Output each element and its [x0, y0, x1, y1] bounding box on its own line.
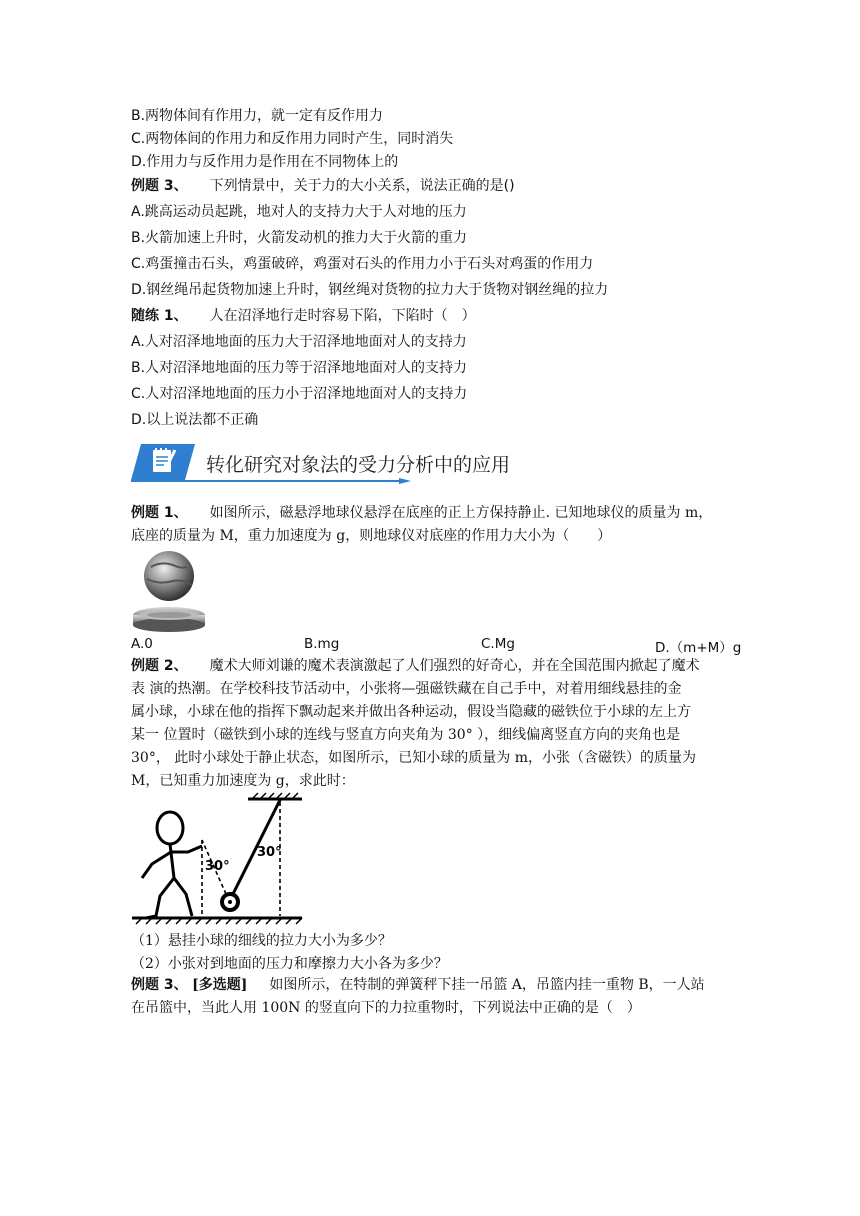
q1-stem-1: 如图所示，磁悬浮地球仪悬浮在底座的正上方保持静止. 已知地球仪的质量为 m， — [209, 505, 713, 521]
section-title: 转化研究对象法的受力分析中的应用 — [206, 454, 511, 476]
option-c-line: C.两物体间的作用力和反作用力同时产生，同时消失 — [131, 131, 454, 147]
q2-line6: M，已知重力加速度为 g，求此时： — [131, 773, 355, 789]
example3-question — [131, 177, 515, 195]
q1-label: 例题 1、 — [131, 505, 188, 521]
practice1-stem: 人在沼泽地行走时容易下陷，下陷时（ ） — [209, 308, 476, 324]
q3-tag: [多选题] — [192, 977, 248, 993]
practice1-question — [131, 307, 476, 325]
q3-stem-1: 如图所示，在特制的弹簧秤下挂一吊篮 A，吊篮内挂一重物 B，一人站 — [269, 977, 705, 993]
q1-option-c: C.Mg — [481, 636, 515, 652]
q3-label: 例题 3、 — [131, 977, 188, 993]
option-d-line: D.作用力与反作用力是作用在不同物体上的 — [131, 154, 399, 170]
q2-sub1: （1）悬挂小球的细线的拉力大小为多少？ — [131, 933, 392, 949]
practice1-option-c: C.人对沼泽地地面的压力小于沼泽地地面对人的支持力 — [131, 386, 468, 402]
angle-label-magnet: 30° — [205, 859, 230, 874]
magician-pendulum-figure — [130, 790, 310, 926]
q2-line1 — [131, 657, 700, 675]
q2-label: 例题 2、 — [131, 658, 188, 674]
q3-line1 — [131, 976, 705, 994]
q2-line4: 某一 位置时（磁铁到小球的连线与竖直方向夹角为 30° ），细线偏离竖直方向的夹角也是 — [131, 727, 681, 743]
q1-line2: 底座的质量为 M，重力加速度为 g，则地球仪对底座的作用力大小为（ ） — [131, 528, 612, 544]
q1-option-a: A.0 — [131, 636, 153, 652]
example3-option-b: B.火箭加速上升时，火箭发动机的推力大于火箭的重力 — [131, 230, 468, 246]
q3-line2: 在吊篮中，当此人用 100N 的竖直向下的力拉重物时，下列说法中正确的是（ ） — [131, 1000, 641, 1016]
q2-line2: 表 演的热潮。在学校科技节活动中，小张将—强磁铁藏在自己手中，对着用细线悬挂的金 — [131, 681, 682, 697]
maglev-globe-figure — [131, 549, 211, 633]
example3-option-a: A.跳高运动员起跳，地对人的支持力大于人对地的压力 — [131, 204, 467, 220]
example3-stem: 下列情景中，关于力的大小关系，说法正确的是() — [209, 178, 515, 194]
practice1-label: 随练 1、 — [131, 308, 188, 324]
angle-label-thread: 30° — [257, 845, 282, 860]
section-underline — [131, 478, 411, 484]
q1-option-d: D.（m+M）g — [655, 640, 742, 656]
practice1-option-b: B.人对沼泽地地面的压力等于沼泽地地面对人的支持力 — [131, 360, 468, 376]
example3-option-d: D.钢丝绳吊起货物加速上升时，钢丝绳对货物的拉力大于货物对钢丝绳的拉力 — [131, 282, 609, 298]
practice1-option-d: D.以上说法都不正确 — [131, 412, 259, 428]
example3-option-c: C.鸡蛋撞击石头，鸡蛋破碎，鸡蛋对石头的作用力小于石头对鸡蛋的作用力 — [131, 256, 594, 272]
q2-stem-1: 魔术大师刘谦的魔术表演激起了人们强烈的好奇心，并在全国范围内掀起了魔术 — [209, 658, 700, 674]
q1-option-b: B.mg — [304, 636, 340, 652]
practice1-option-a: A.人对沼泽地地面的压力大于沼泽地地面对人的支持力 — [131, 334, 467, 350]
example3-label: 例题 3、 — [131, 178, 188, 194]
q2-sub2: （2）小张对到地面的压力和摩擦力大小各为多少？ — [131, 956, 448, 972]
q1-line1 — [131, 504, 712, 522]
q2-line5: 30°， 此时小球处于静止状态，如图所示，已知小球的质量为 m，小张（含磁铁）的质量为 — [131, 750, 696, 766]
option-b-line: B.两物体间有作用力，就一定有反作用力 — [131, 108, 384, 124]
q2-line3: 属小球，小球在他的指挥下飘动起来并做出各种运动，假设当隐藏的磁铁位于小球的左上方 — [131, 704, 691, 720]
